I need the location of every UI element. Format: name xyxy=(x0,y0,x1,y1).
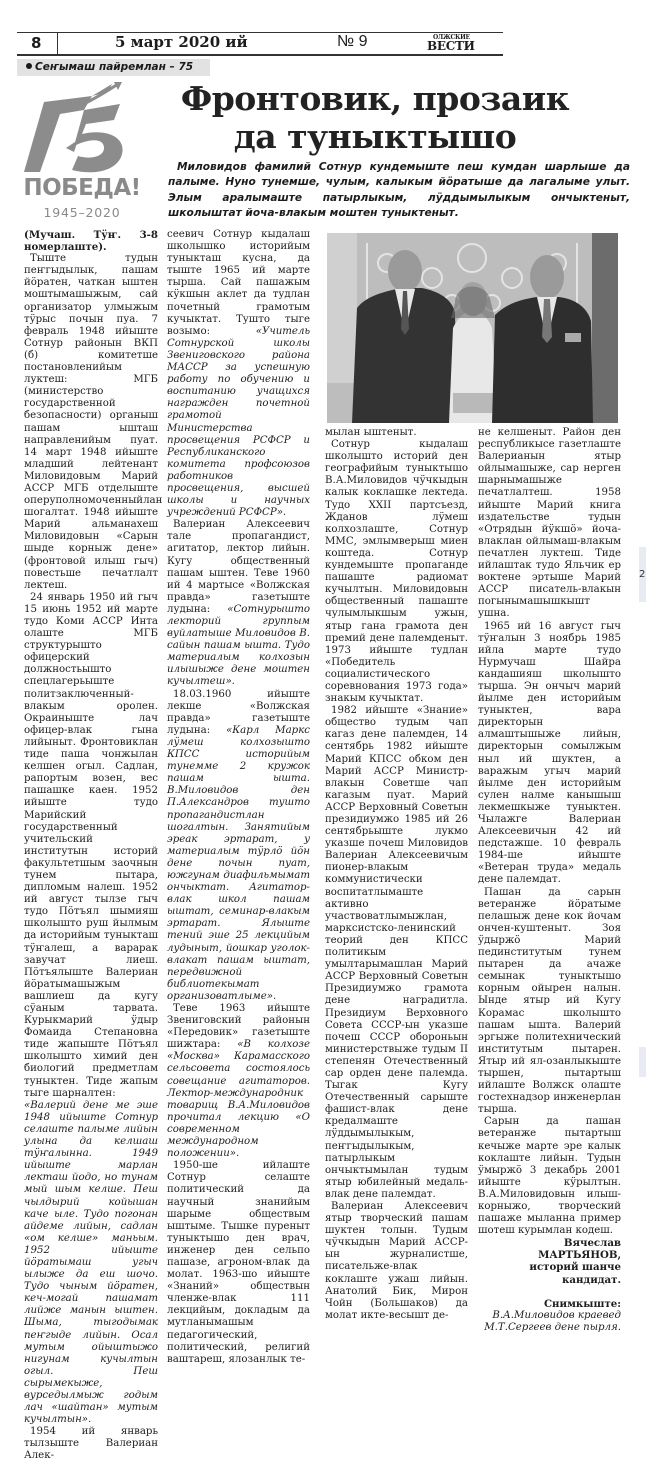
quote-text: «Карл Маркс лӱмеш колхозышто КПСС историйым тунемме 2 кружок пашам ышта. В.Миловидов ден П.Александров тушто пропагандистлан шогалтын. Занятийым эреак эртарат, у материалым тӱрлӧ йӧн дене почын пуат, южгунам диафильмымат ончыктат. Агитатор-влак школ пашам ыштат, семинар-влакым эртарат. Ялыште тений эше 25 лекцийым лудыныт, йошкар уголок-влакат пашам ыштат, передвижной библиотекымат организоватлыме». xyxy=(167,724,310,1002)
headline-line-2: да туныктышо xyxy=(233,117,517,156)
paragraph: Валериан Алексеевич ятыр творческий пашам шуктен толын. Тудым чӱчкыдын Марий АССР-ын журналистше, писательже-влак коклаште ужаш лийын. Анатолий Бик, Мирон Чойн (Большаков) да молат икте-весышт де- xyxy=(325,1201,468,1321)
article-lead: Миловидов фамилий Сотнур кундемыште пеш кумдан шарлыше да палыме. Нуно тунемше, чулым, калыкым йӧратыше да лагалыме улыт. Элым аралымаште патырлыкым, лӱддымылыкым ончыктеныт, школыштат йоча-влакым моштен туныктеныт. xyxy=(168,161,630,219)
rubric-label: Сеҥымаш пайремлан – 75 xyxy=(35,61,194,73)
article-column-4 xyxy=(478,427,621,1334)
emblem-years: 1945–2020 xyxy=(43,205,121,220)
photo-caption-title: Снимкыште: xyxy=(543,1297,621,1310)
masthead xyxy=(17,32,503,56)
continuation-note: (Мучаш. Тӱҥ. 3-8 номерлаште). xyxy=(24,229,158,254)
paragraph: 24 январь 1950 ий гыч 15 июнь 1952 ий марте тудо Коми АССР Инта олаште МГБ структурышто офицерский должностьышто спецлагерьыште политзаключенный-влакым оролен. Окраиныште лач офицер-влак гына лийыныт. Фронтовиклан тиде паша чонжылан келшен огыл. Садлан, рапортым возен, вес пашашке каен. 1952 ийыште тудо Марийский государственный учительский институтын историй факультетшым заочнын тунем пытара, дипломым налеш. 1952 ий август тылзе гыч тудо Пӧтъял шымияш школышто руш йылмым да историйым туныкташ тӱҥалеш, а варарак завучат лиеш. Пӧтъялыште Валериан йӧратымашыжым вашлиеш да кугу сӱаным тарвата. Курыкмарий ӱдыр Фомаида Степановна тиде жапыште Пӧтъял школышто химий ден биологий предметлам туныктен. Тиде жапым тыге шарналтен: xyxy=(24,591,158,1099)
article-column-2 xyxy=(167,229,310,1366)
author-signature xyxy=(478,1237,621,1285)
author-last-name: МАРТЬЯНОВ, xyxy=(538,1249,621,1262)
pobeda-label: ПОБЕДА! xyxy=(23,175,141,201)
paragraph: Тыште тудын пеҥгыдылык, пашам йӧратен, чаткан ыштен моштымашыжым, сай организатор улмыжым тӱрыс почын пуа. 7 февраль 1948 ийыште Сотнур районын ВКП (б) комитетше постановленийым луктеш: МГБ (министерство государственной безопасности) органыш пашам ышташ направленийым пуат. 14 март 1948 ийыште младший лейтенант Миловидовым Марий АССР МГБ отделыште оперуполномоченныйлан шогалтат. 1948 ийыште Марий альманахеш Миловидовын «Сарын шыде корныж дене» (фронтовой илыш гыч) повестьше печатлалт лектеш. xyxy=(24,253,163,591)
victory-75-emblem xyxy=(22,80,142,225)
newspaper-logo xyxy=(427,34,475,53)
issue-date: 5 март 2020 ий xyxy=(115,33,248,51)
author-title: историй шанче xyxy=(529,1261,621,1274)
paragraph: Сотнур кыдалаш школышто историй ден географийым туныктышо В.А.Миловидов чӱчкыдын калык коклашке лектеда. Тудо XXII партсъезд, Жданов лӱмеш колхозлаште, Сотнур ММС, эмлымверыш миен коштеда. Сотнур кундемыште пропаганде пашаште радиомат кучылтын. Миловидовын общественный пашаште чулымлыкшым ужын, ятыр гана грамота ден премий дене палемденыт. 1973 ийыште тудлан «Победитель социалистического соревнования 1973 года» знакым кучыктат. xyxy=(325,439,468,705)
issue-number: № 9 xyxy=(337,33,368,50)
article-column-1 xyxy=(24,229,163,1463)
photo-caption-line: М.Т.Сергеев дене пырля. xyxy=(484,1321,621,1333)
quote-text: «Учитель Сотнурской школы Звениговского района МАССР за успешную работу по обучению и воспитанию учащихся награжден почетной грамотой Министерства просвещения РСФСР и Республиканского комитета профсоюзов работников просвещения, высшей школы и научных учреждений РСФСР». xyxy=(167,325,310,519)
paragraph: не келшеныт. Район ден республикысе газетлаште Валерианын ятыр ойлымашыже, сар нерген шарнымашыже печатлалтеш. 1958 ийыште Марий книга издательстве тудын «Отрядын йӱкшӧ» йоча-влаклан ойлымаш-влакым печатлен луктеш. Тиде ийлаштак тудо Яльчик ер воктене эртыше Марий АССР писатель-влакын погынымашышкышт ушна. xyxy=(478,427,621,620)
paragraph: 1965 ий 16 август гыч тӱҥалын 3 ноябрь 1985 ийла марте тудо Нурмучаш Шайра кандашияш школышто тырша. Эн ончыч марий йылме ден историйым туныктен, вара директорын алмаштышыже лийын, директорын сомылжым ныл ий шуктен, а варажым угыч марий йылме ден историйым сулен налме канышыш лекмешкыже туныктен. Чылажге Валериан Алексеевичын 42 ий педстажше. 10 февраль 1984-ше ийыште «Ветеран труда» медаль дене палемдат. xyxy=(478,620,621,886)
photo-caption-line: В.А.Миловидов краевед xyxy=(492,1309,621,1321)
number-75-arrows-icon xyxy=(22,80,142,175)
section-rubric xyxy=(17,59,210,76)
article-photo xyxy=(327,233,618,423)
paragraph: 1954 ий январь тылзыште Валериан Алек- xyxy=(24,1426,158,1462)
quote xyxy=(24,1100,158,1427)
article-column-3 xyxy=(325,427,468,1322)
edge-page-tab: 2 xyxy=(639,547,646,602)
quote-text: «Валерий дене ме эше 1948 ийыште Сотнур селаште палыме лийын улына да келшаш тӱҥалынна. 1949 ийыште марлан лекташ йодо, но тунам мый шым келше. Пеш чылдырий койышан каче ыле. Тудо погонан айдеме лийын, садлан «ом келше» маньым. 1952 ийыште йӧратымаш угыч ылыже да еш шочо. Тудо чыным йӧратен, кеч-могай пашамат лийже манын ыштен. Шыма, тыгодымак пеҥгыде лийын. Осал мутым ойыштыжо нигунам кучылтын огыл. Пеш сырымекыже, вурседылмыж годым лач «шайтан» мутым кучылтын». xyxy=(24,1099,158,1426)
paragraph-text: Теве 1963 ийыште Звениговский районын «Передовик» газетыште шижтара: xyxy=(167,1003,310,1051)
article-headline xyxy=(150,80,600,156)
paragraph: Пашан да сарын ветеранже йӧратыме пелашыж дене кок йочам ончен-куштеныт. Зоя ӱдыржӧ Марий пединститутым тунем пытарен да ачаже семынак туныктышо корным ойырен налын. Ынде ятыр ий Кугу Корамас школышто пашам ышта. Валерий эргыже политехнический институтым пытарен. Ятыр ий ял-озанлыкыште тыршен, пытартыш ийлаште Волжск олаште гостехнадзор инженерлан тырша. xyxy=(478,886,621,1116)
paragraph: 1982 ийыште «Знание» общество тудым чап кагаз дене палемден, 14 сентябрь 1982 ийыште Марий КПСС обком ден Марий АССР Министр-влакын Советше чап кагазым пуат. Марий АССР Верховный Советын президиумжо 1985 ий 26 сентябрьыште лукмо указше почеш Миловидов Валериан Алексеевичым пионер-влакым коммунистически воспитатлымаште активно участвоватлымыжлан, марксистско-ленинский теорий ден КПСС политикым умылтарымашлан Марий АССР Верховный Советын Президиумжо грамота дене наградитла. Президиум Верховного Совета СССР-ын указше почеш СССР обороньын министерствыже тудым II степенян Отечественный сар орден дене палемда. Тыгак Кугу Отечественный сарыште фашист-влак дене кредалмаште лӱддымылыкым, пеҥгыдылыкым, патырлыкым ончыктымылан тудым ятыр юбилейный медаль-влак дене палемдат. xyxy=(325,705,468,1200)
paragraph xyxy=(167,229,310,519)
paragraph-text: Валериан Алексеевич тале пропагандист, агитатор, лектор лийын. Кугу общественный пашам ыштен. Теве 1960 ий 4 мартысе «Волжская правда» газетыште лудына: xyxy=(167,519,310,615)
bullet-icon xyxy=(26,63,32,69)
author-title: кандидат. xyxy=(561,1273,621,1286)
logo-bottom-text: ВЕСТИ xyxy=(427,39,475,53)
page-number: 8 xyxy=(31,34,42,52)
author-first-name: Вячеслав xyxy=(563,1237,621,1250)
headline-line-1: Фронтовик, прозаик xyxy=(180,79,570,118)
photo-three-people xyxy=(327,233,618,423)
paragraph-text: 18.03.1960 ийыште лекше «Волжская правда» газетыште лудына: xyxy=(167,688,310,736)
paragraph-text: сеевич Сотнур кыдалаш школышко историйым туныкташ кусна, да тыште 1965 ий марте тырша. Сай пашажым кӱкшын аклет да тудлан почетный грамотым кучыктат. Тушто тыге возымо: xyxy=(167,229,310,337)
logo-top-text: ОЛЖСКИЕ xyxy=(433,34,470,41)
paragraph: 1950-ше ийлаште Сотнур селаште политический да научный знанийым шарыме обществым ыштыме. Тышке пуреныт туныктышо ден врач, инженер ден сельпо пашазе, агроном-влак да молат. 1963-шо ийыште «Знаний» обществын членже-влак 111 лекцийым, докладым да мутланымашым педагогический, политический, религий ваштареш, ялозанлык те- xyxy=(167,1160,310,1365)
paragraph xyxy=(167,519,310,688)
paragraph: Сарын да пашан ветеранже пытартыш кечыже марте эре калык коклаште лийын. Тудын ӱмыржӧ 3 декабрь 2001 ийыште кӱрылтын. В.А.Миловидовын илыш-корныжо, творческий пашаже мыланна пример шотеш курымлан кодеш. xyxy=(478,1116,621,1237)
paragraph xyxy=(167,689,310,1003)
masthead-divider xyxy=(57,33,58,54)
edge-page-tab xyxy=(639,1047,646,1077)
paragraph: мылан ыштеныт. xyxy=(325,427,417,438)
paragraph xyxy=(167,1003,310,1160)
quote-text: «Сотнурышто лекторий группым вуйлатыше Миловидов В. сайын пашам ышта. Тудо материалым колхозын илышыже дене моштен кучылтеш». xyxy=(167,603,310,688)
quote-text: «В колхозе «Москва» Карамасского сельсовета состоялось совещание агитаторов. Лектор-международник товарищ В.А.Миловидов прочитал лекцию «О современном международном положении». xyxy=(167,1039,310,1160)
